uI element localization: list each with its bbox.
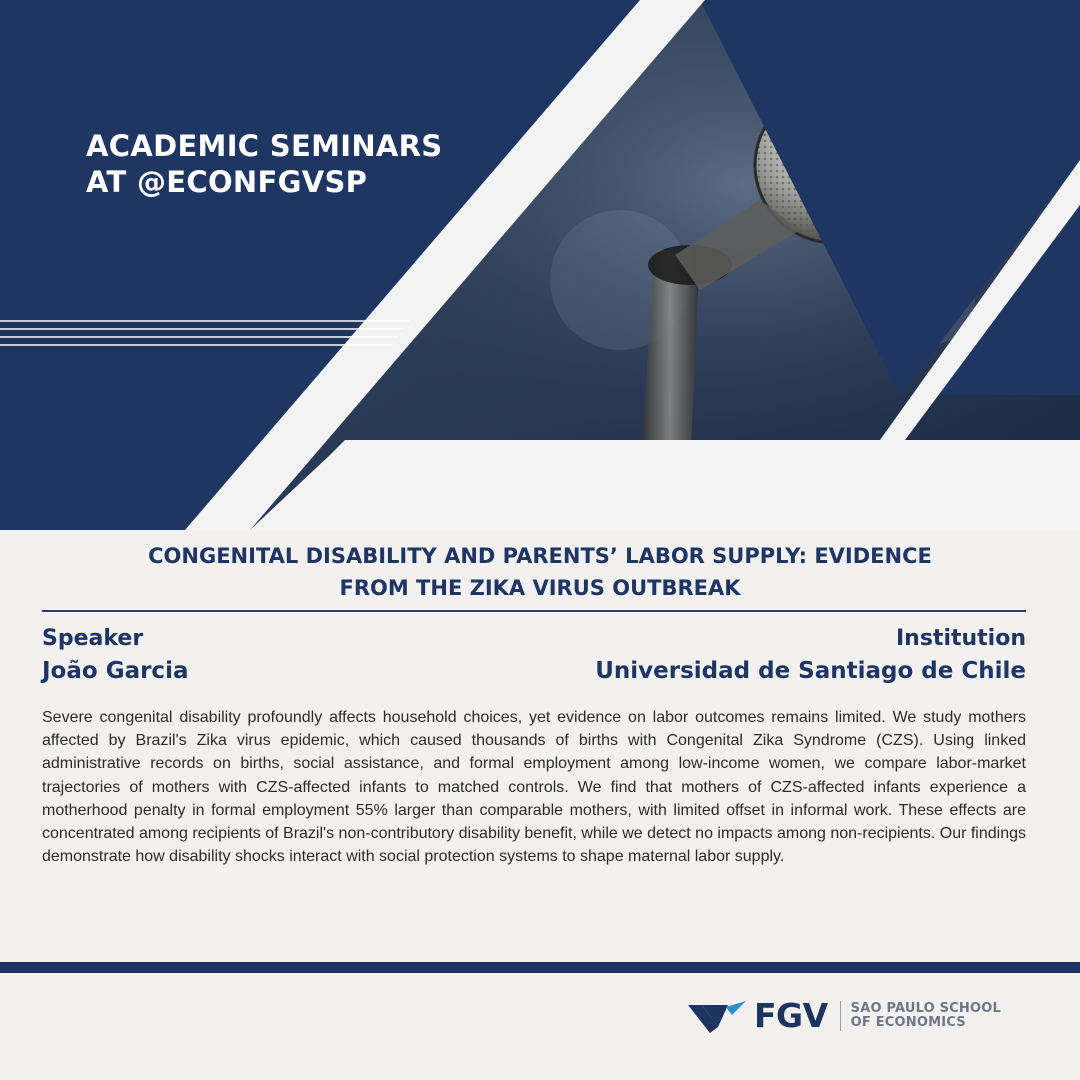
seminar-details [0, 530, 1080, 962]
divider [42, 610, 1026, 612]
abstract-text: Severe congenital disability profoundly affects household choices, yet evidence on labor outcomes remains limited. We study mothers affected by Brazil's Zika virus epidemic, which caused thousands of births with Congenital Zika Syndrome (CZS). Using linked administrative records on births, social assistance, and formal employment among low-income women, we compare labor-market trajectories of mothers with CZS-affected infants to matched controls. We find that mothers of CZS-affected infants experience a motherhood penalty in formal employment 55% larger than comparable mothers, with limited offset in informal work. These effects are concentrated among recipients of Brazil's non-contributory disability benefit, while we detect no impacts among non-recipients. Our findings demonstrate how disability shocks interact with social protection systems to shape maternal labor supply. [42, 709, 1027, 866]
fgv-chevron-icon [688, 999, 748, 1033]
footer [0, 973, 1080, 1080]
school-name [851, 1002, 1001, 1030]
talk-title-line2: FROM THE ZIKA VIRUS OUTBREAK [339, 576, 741, 600]
talk-title [40, 540, 1040, 604]
institution-name: Universidad de Santiago de Chile [595, 658, 1026, 684]
speaker-name: João Garcia [42, 658, 189, 684]
seminar-heading [86, 128, 442, 200]
seminar-heading-line2: AT @ECONFGVSP [86, 165, 368, 199]
school-name-line1: SAO PAULO SCHOOL [850, 1001, 1001, 1016]
fgv-wordmark: FGV [754, 996, 828, 1035]
talk-title-line1: CONGENITAL DISABILITY AND PARENTS’ LABOR SUPPLY: EVIDENCE [148, 544, 932, 568]
hero-background [0, 0, 1080, 530]
logo-separator [840, 1001, 841, 1031]
institution-label: Institution [895, 626, 1026, 651]
speaker-label: Speaker [42, 626, 144, 651]
school-name-line2: OF ECONOMICS [850, 1015, 966, 1030]
hero-banner [0, 0, 1080, 530]
footer-band [0, 962, 1080, 973]
seminar-heading-line1: ACADEMIC SEMINARS [86, 129, 443, 163]
fgv-logo [688, 996, 1001, 1035]
